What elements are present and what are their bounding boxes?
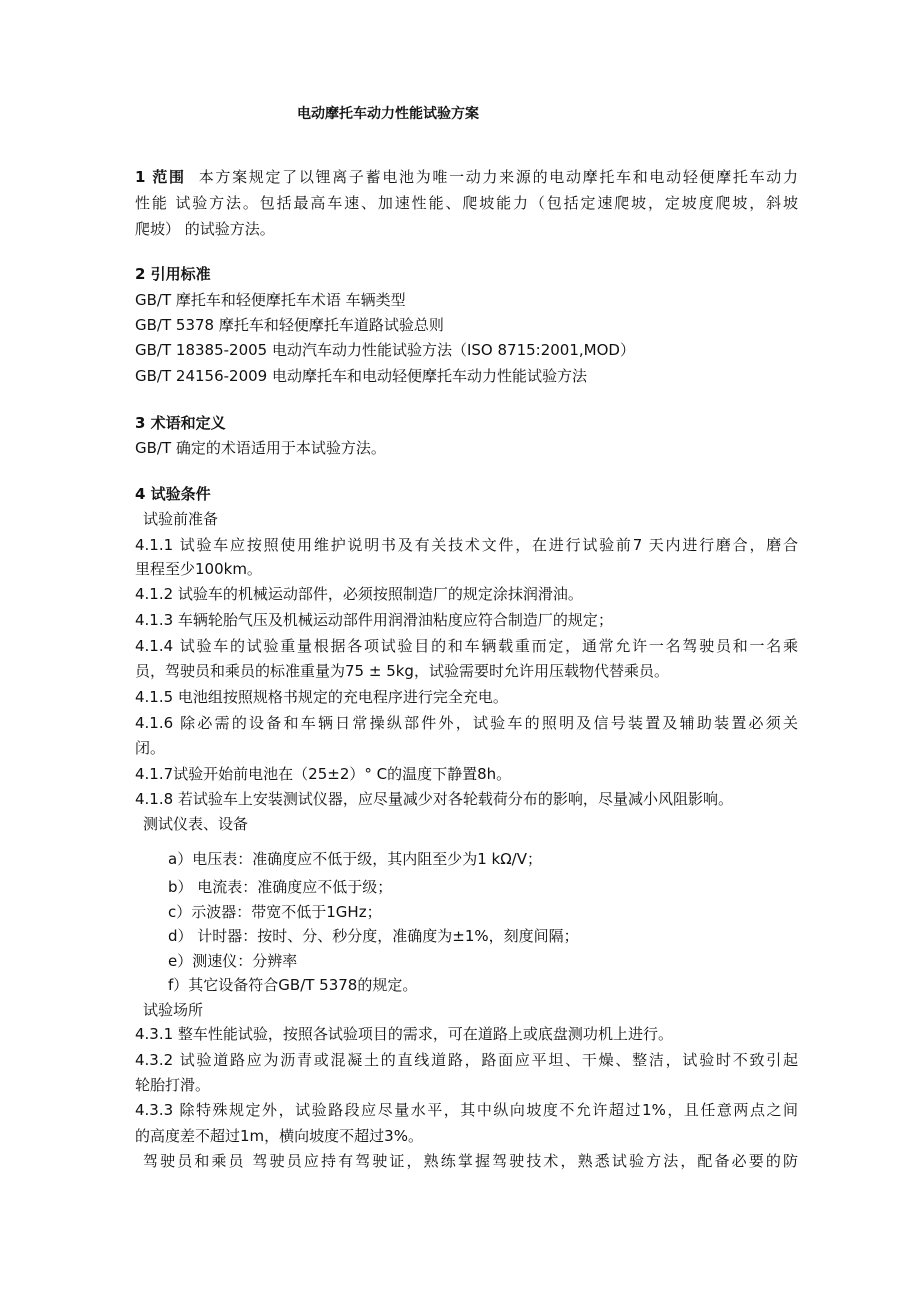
subheading-preparation: 试验前准备 [143, 510, 219, 528]
clause-4-1-4: 4.1.4 试验车的试验重量根据各项试验目的和车辆载重而定，通常允许一名驾驶员和一名乘 [135, 637, 798, 655]
reference-item: GB/T 18385-2005 电动汽车动力性能试验方法（ISO 8715:2001,MOD） [135, 341, 635, 359]
clause-drivers: 驾驶员和乘员 驾驶员应持有驾驶证，熟练掌握驾驶技术，熟悉试验方法，配备必要的防 [143, 1152, 798, 1170]
clause-4-3-2: 4.3.2 试验道路应为沥青或混凝土的直线道路，路面应平坦、干燥、整洁，试验时不致引起 [135, 1051, 798, 1069]
equipment-item: c）示波器：带宽不低于1GHz； [168, 903, 382, 921]
clause-4-1-1: 4.1.1 试验车应按照使用维护说明书及有关技术文件，在进行试验前7 天内进行磨合，磨合 [135, 536, 798, 554]
document-title: 电动摩托车动力性能试验方案 [297, 106, 479, 122]
reference-item: GB/T 摩托车和轻便摩托车术语 车辆类型 [135, 291, 406, 309]
clause-4-1-7: 4.1.7试验开始前电池在（25±2）° C的温度下静置8h。 [135, 765, 512, 783]
clause-4-1-2: 4.1.2 试验车的机械运动部件，必须按照制造厂的规定涂抹润滑油。 [135, 585, 583, 603]
terms-text: GB/T 确定的术语适用于本试验方法。 [135, 439, 386, 457]
scope-line-3: 爬坡） 的试验方法。 [135, 220, 275, 238]
clause-4-3-2-cont: 轮胎打滑。 [135, 1076, 211, 1094]
equipment-item: f）其它设备符合GB/T 5378的规定。 [168, 976, 418, 994]
terms-heading: 3 术语和定义 [135, 414, 226, 432]
equipment-item: d） 计时器：按时、分、秒分度，准确度为±1%，刻度间隔； [168, 927, 579, 945]
subheading-equipment: 测试仪表、设备 [143, 815, 249, 833]
scope-line-1 [135, 167, 798, 187]
reference-item: GB/T 24156-2009 电动摩托车和电动轻便摩托车动力性能试验方法 [135, 367, 587, 385]
scope-line-2: 性能 试验方法。包括最高车速、加速性能、爬坡能力（包括定速爬坡，定坡度爬坡，斜坡 [135, 194, 798, 212]
clause-4-3-1: 4.3.1 整车性能试验，按照各试验项目的需求，可在道路上或底盘测功机上进行。 [135, 1025, 673, 1043]
clause-4-3-3-cont: 的高度差不超过1m，横向坡度不超过3%。 [135, 1127, 423, 1145]
scope-heading: 1 范围 [135, 168, 186, 186]
clause-4-1-8: 4.1.8 若试验车上安装测试仪器，应尽量减少对各轮载荷分布的影响，尽量减小风阻影响。 [135, 790, 733, 808]
clause-4-1-5: 4.1.5 电池组按照规格书规定的充电程序进行完全充电。 [135, 688, 508, 706]
clause-4-3-3: 4.3.3 除特殊规定外，试验路段应尽量水平，其中纵向坡度不允许超过1%，且任意两点之间 [135, 1101, 798, 1119]
subheading-test-site: 试验场所 [143, 1001, 204, 1019]
equipment-item: e）测速仪：分辨率 [168, 952, 298, 970]
clause-4-1-3: 4.1.3 车辆轮胎气压及机械运动部件用润滑油粘度应符合制造厂的规定； [135, 611, 613, 629]
references-heading: 2 引用标准 [135, 265, 211, 283]
reference-item: GB/T 5378 摩托车和轻便摩托车道路试验总则 [135, 316, 444, 334]
equipment-item: b） 电流表：准确度应不低于级； [168, 878, 393, 896]
clause-4-1-1-cont: 里程至少100km。 [135, 560, 262, 578]
clause-4-1-6: 4.1.6 除必需的设备和车辆日常操纵部件外，试验车的照明及信号装置及辅助装置必须关 [135, 714, 798, 732]
clause-4-1-4-cont: 员，驾驶员和乘员的标准重量为75 ± 5kg，试验需要时允许用压载物代替乘员。 [135, 662, 669, 680]
equipment-item: a）电压表：准确度应不低于级，其内阻至少为1 kΩ/V； [168, 850, 542, 868]
clause-4-1-6-cont: 闭。 [135, 739, 166, 757]
scope-text: 本方案规定了以锂离子蓄电池为唯一动力来源的电动摩托车和电动轻便摩托车动力 [198, 168, 798, 186]
conditions-heading: 4 试验条件 [135, 485, 211, 503]
